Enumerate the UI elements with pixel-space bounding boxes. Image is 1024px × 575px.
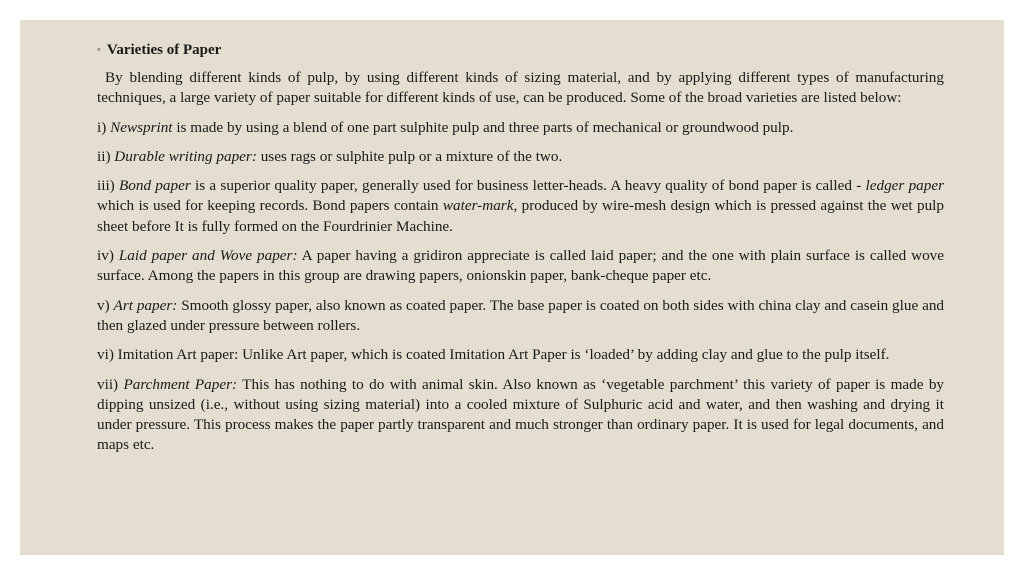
item-text: , produced by wire-mesh design which is pressed against the wet pulp sheet before It is fully formed on the Fourdrinier Machine. bbox=[97, 197, 944, 235]
item-text: This has nothing to do with animal skin. Also known as ‘vegetable parchment’ this variety of paper is made by dipping unsized (i.e., without using sizing material) into a cooled mixture of Sulphuric acid and water, and then washing and drying it under pressure. This process makes the paper partly transparent and much stronger than ordinary paper. It is used for legal documents, and maps etc. bbox=[97, 375, 945, 454]
item-bond-paper bbox=[97, 176, 944, 237]
item-art-paper bbox=[97, 296, 944, 337]
item-text: is made by using a blend of one part sulphite pulp and three parts of mechanical or groundwood pulp. bbox=[172, 118, 794, 136]
item-parchment-paper bbox=[97, 375, 944, 456]
item-term: Durable writing paper: bbox=[114, 147, 257, 165]
item-text: uses rags or sulphite pulp or a mixture of the two. bbox=[256, 147, 563, 165]
item-term: Laid paper and Wove paper: bbox=[118, 247, 298, 265]
item-number: v) bbox=[97, 296, 114, 314]
item-text: is a superior quality paper, generally used for business letter-heads. A heavy quality of bond paper is called - bbox=[190, 177, 866, 195]
item-number: iv) bbox=[97, 247, 119, 265]
item-text: which is used for keeping records. Bond papers contain bbox=[97, 197, 443, 215]
item-number: ii) bbox=[97, 147, 115, 165]
item-number: i) bbox=[97, 118, 111, 136]
item-number: vii) bbox=[97, 375, 124, 393]
item-term: Newsprint bbox=[110, 118, 173, 136]
item-text: Smooth glossy paper, also known as coated paper. The base paper is coated on both sides with china clay and casein glue and then glazed under pressure between rollers. bbox=[97, 296, 945, 334]
item-text: A paper having a gridiron appreciate is called laid paper; and the one with plain surface is called wove surface. Among the papers in this group are drawing papers, onionskin paper, bank-cheque paper etc. bbox=[97, 247, 945, 285]
slide-title: Varieties of Paper bbox=[106, 42, 222, 58]
item-imitation-art-paper: vi) Imitation Art paper: Unlike Art paper, which is coated Imitation Art Paper is ‘loaded’ by adding clay and glue to the pulp itself. bbox=[97, 346, 890, 364]
item-term: water-mark bbox=[442, 197, 514, 215]
item-durable-writing-paper bbox=[97, 147, 944, 167]
item-number: iii) bbox=[97, 177, 119, 195]
slide bbox=[20, 20, 1004, 555]
item-newsprint bbox=[97, 118, 944, 138]
hollow-bullet-icon: ◦ bbox=[97, 44, 101, 56]
item-laid-wove-paper bbox=[97, 246, 944, 287]
slide-heading bbox=[97, 40, 944, 60]
item-term: Art paper: bbox=[113, 296, 178, 314]
item-term: Parchment Paper: bbox=[123, 375, 238, 393]
item-term: Bond paper bbox=[118, 177, 191, 195]
item-term: ledger paper bbox=[865, 177, 945, 195]
intro-paragraph: By blending different kinds of pulp, by using different kinds of sizing material, and by applying different types of manufacturing techniques, a large variety of paper suitable for different kinds of use, can be produced. Some of the broad varieties are listed below: bbox=[97, 69, 944, 107]
